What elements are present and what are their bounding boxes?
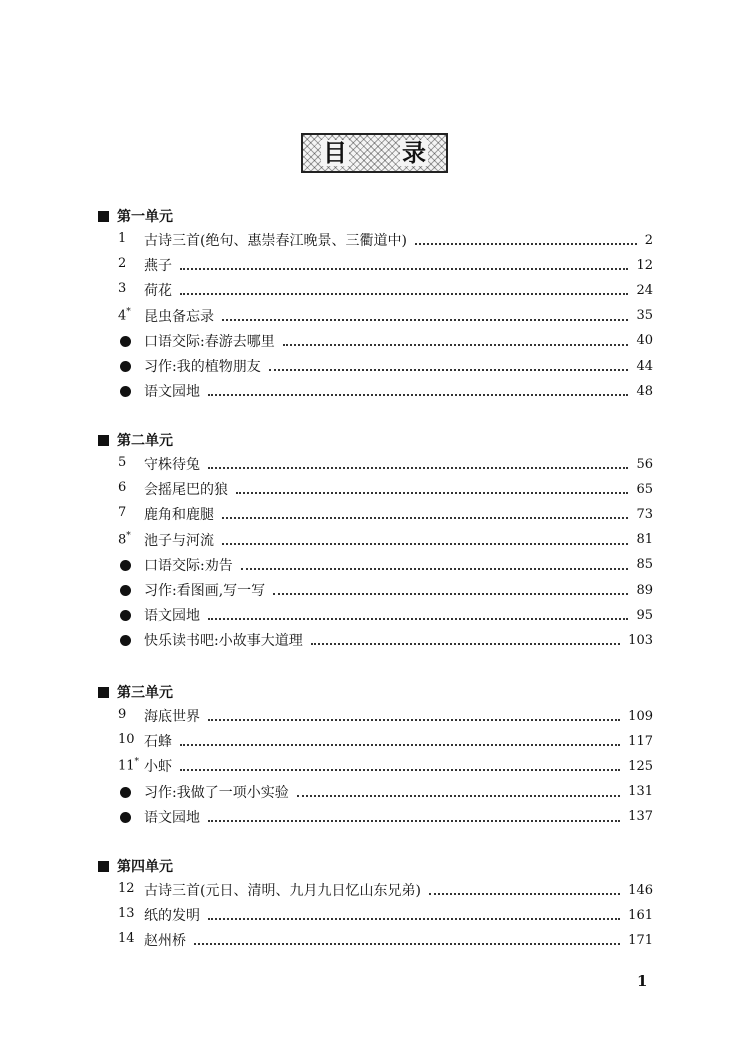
lesson-number [118,480,142,495]
toc-entry[interactable] [0,229,750,251]
unit-header [98,430,173,450]
lesson-number-text: 13 [118,906,135,922]
optional-star: * [126,530,131,541]
toc-entry[interactable] [0,806,750,828]
toc-entry-line [144,755,653,777]
toc-entry-line [144,629,653,651]
dot-leader [241,568,629,570]
toc-entry[interactable] [0,478,750,500]
unit-header [98,682,173,702]
entry-title: 赵州桥 [144,933,186,950]
toc-entry-line [144,254,653,276]
round-bullet-icon [120,386,131,397]
lesson-number-text: 3 [118,281,127,297]
dot-leader [180,268,628,270]
entry-page: 48 [636,383,653,399]
toc-entry[interactable] [0,755,750,777]
unit-title: 第三单元 [117,685,173,701]
toc-entry[interactable] [0,254,750,276]
round-bullet-icon [120,610,131,621]
toc-entry-line [144,380,653,402]
entry-page: 161 [628,907,653,923]
toc-entry-line [144,579,653,601]
toc-entry-line [144,503,653,525]
entry-page: 137 [628,809,653,825]
entry-title: 古诗三首(元日、清明、九月九日忆山东兄弟) [144,883,421,899]
dot-leader [180,769,620,771]
lesson-number [118,931,142,946]
square-bullet-icon [98,435,109,446]
entry-title: 海底世界 [144,709,200,725]
entry-title: 语文园地 [144,384,200,401]
entry-page: 146 [628,882,653,898]
lesson-number [118,281,142,296]
toc-entry-line [144,330,653,352]
dot-leader [180,744,620,746]
dot-leader [194,943,620,945]
entry-page: 24 [636,282,653,298]
toc-entry[interactable] [0,503,750,525]
unit-header [98,856,173,876]
toc-entry[interactable] [0,781,750,803]
dot-leader [415,243,637,245]
entry-page: 95 [636,607,653,623]
toc-entry[interactable] [0,879,750,901]
dot-leader [208,467,628,469]
lesson-number-text: 10 [118,732,135,748]
toc-entry-line [144,229,653,251]
entry-title: 燕子 [144,258,172,275]
entry-page: 2 [644,232,653,248]
entry-page: 81 [636,532,653,548]
lesson-number [118,455,142,470]
entry-page: 56 [636,456,653,472]
toc-entry-line [144,529,653,551]
entry-page: 109 [628,708,653,724]
lesson-number [118,307,142,323]
entry-page: 125 [628,758,653,774]
entry-title: 口语交际:春游去哪里 [144,333,275,350]
lesson-number [118,881,142,896]
entry-title: 语文园地 [144,608,200,625]
entry-title: 口语交际:劝告 [144,557,233,574]
toc-entry-line [144,478,653,500]
toc-entry[interactable] [0,579,750,601]
toc-title-left: 目 [323,139,347,167]
dot-leader [297,795,620,797]
entry-title: 习作:看图画,写一写 [144,583,266,599]
toc-title-right: 录 [402,139,426,167]
entry-page: 40 [636,333,653,349]
lesson-number [118,732,142,747]
entry-title: 鹿角和鹿腿 [144,507,214,524]
toc-entry-line [144,806,653,828]
lesson-number [118,707,142,722]
lesson-number-text: 7 [118,505,127,521]
entry-title: 习作:我做了一项小实验 [144,784,289,801]
toc-entry[interactable] [0,730,750,752]
toc-entry[interactable] [0,305,750,327]
lesson-number [118,906,142,921]
entry-page: 35 [636,308,653,324]
unit-title: 第四单元 [117,859,173,875]
entry-title: 池子与河流 [144,532,214,549]
toc-title [301,133,448,173]
toc-entry[interactable] [0,330,750,352]
toc-entry[interactable] [0,904,750,926]
toc-entry[interactable] [0,705,750,727]
lesson-number [118,256,142,271]
toc-entry[interactable] [0,453,750,475]
dot-leader [208,719,620,721]
round-bullet-icon [120,635,131,646]
dot-leader [180,293,628,295]
lesson-number-text: 4 [118,307,127,323]
round-bullet-icon [120,361,131,372]
dot-leader [429,893,620,895]
dot-leader [208,918,620,920]
toc-entry[interactable] [0,929,750,951]
toc-entry-line [144,705,653,727]
toc-entry[interactable] [0,554,750,576]
dot-leader [222,517,628,519]
toc-entry-line [144,781,653,803]
toc-entry-line [144,305,653,327]
toc-entry[interactable] [0,604,750,626]
lesson-number-text: 5 [118,455,127,470]
lesson-number-text: 1 [118,231,127,246]
toc-entry-line [144,929,653,951]
entry-title: 石蜂 [144,734,172,751]
entry-title: 纸的发明 [144,908,200,925]
lesson-number-text: 6 [118,480,127,496]
entry-page: 103 [628,632,653,648]
round-bullet-icon [120,336,131,347]
square-bullet-icon [98,687,109,698]
entry-page: 73 [636,506,653,522]
entry-page: 44 [636,358,653,374]
unit-title: 第一单元 [117,209,173,225]
entry-title: 语文园地 [144,809,200,826]
toc-entry-line [144,604,653,626]
entry-title: 习作:我的植物朋友 [144,359,261,375]
toc-entry-line [144,279,653,301]
lesson-number-text: 14 [118,931,135,947]
dot-leader [208,394,628,396]
entry-title: 昆虫备忘录 [144,308,214,325]
lesson-number-text: 2 [118,256,127,272]
round-bullet-icon [120,560,131,571]
toc-entry[interactable] [0,279,750,301]
entry-page: 131 [628,784,653,800]
toc-entry-line [144,904,653,926]
entry-title: 荷花 [144,283,172,300]
dot-leader [222,319,628,321]
entry-title: 小虾 [144,759,172,776]
unit-title: 第二单元 [117,433,173,449]
dot-leader [222,543,628,545]
square-bullet-icon [98,861,109,872]
optional-star: * [134,757,140,768]
entry-title: 会摇尾巴的狼 [144,482,228,499]
round-bullet-icon [120,812,131,823]
lesson-number [118,757,142,773]
toc-entry-line [144,554,653,576]
toc-entry[interactable] [0,629,750,651]
dot-leader [283,344,629,346]
toc-entry[interactable] [0,529,750,551]
round-bullet-icon [120,787,131,798]
entry-page: 117 [628,733,653,749]
dot-leader [208,618,628,620]
toc-entry-line [144,453,653,475]
lesson-number-text: 9 [118,707,127,722]
entry-page: 12 [636,257,653,273]
square-bullet-icon [98,211,109,222]
toc-entry[interactable] [0,380,750,402]
page-number: 1 [637,972,648,990]
dot-leader [208,820,620,822]
toc-entry-line [144,879,653,901]
entry-page: 85 [636,557,653,573]
lesson-number-text: 12 [118,881,135,896]
lesson-number [118,531,142,547]
lesson-number-text: 8 [118,531,127,547]
entry-title: 古诗三首(绝句、惠崇春江晚景、三衢道中) [144,233,407,249]
optional-star: * [126,306,131,317]
dot-leader [236,492,628,494]
entry-page: 65 [636,481,653,497]
lesson-number [118,505,142,520]
lesson-number-text: 11 [118,758,135,774]
round-bullet-icon [120,585,131,596]
toc-entry-line [144,355,653,377]
entry-title: 快乐读书吧:小故事大道理 [144,633,303,650]
dot-leader [269,369,629,371]
unit-header [98,206,173,226]
toc-entry-line [144,730,653,752]
dot-leader [273,593,628,595]
entry-page: 171 [628,932,653,948]
dot-leader [311,643,620,645]
entry-page: 89 [636,582,653,598]
entry-title: 守株待兔 [144,457,200,473]
toc-entry[interactable] [0,355,750,377]
lesson-number [118,231,142,246]
